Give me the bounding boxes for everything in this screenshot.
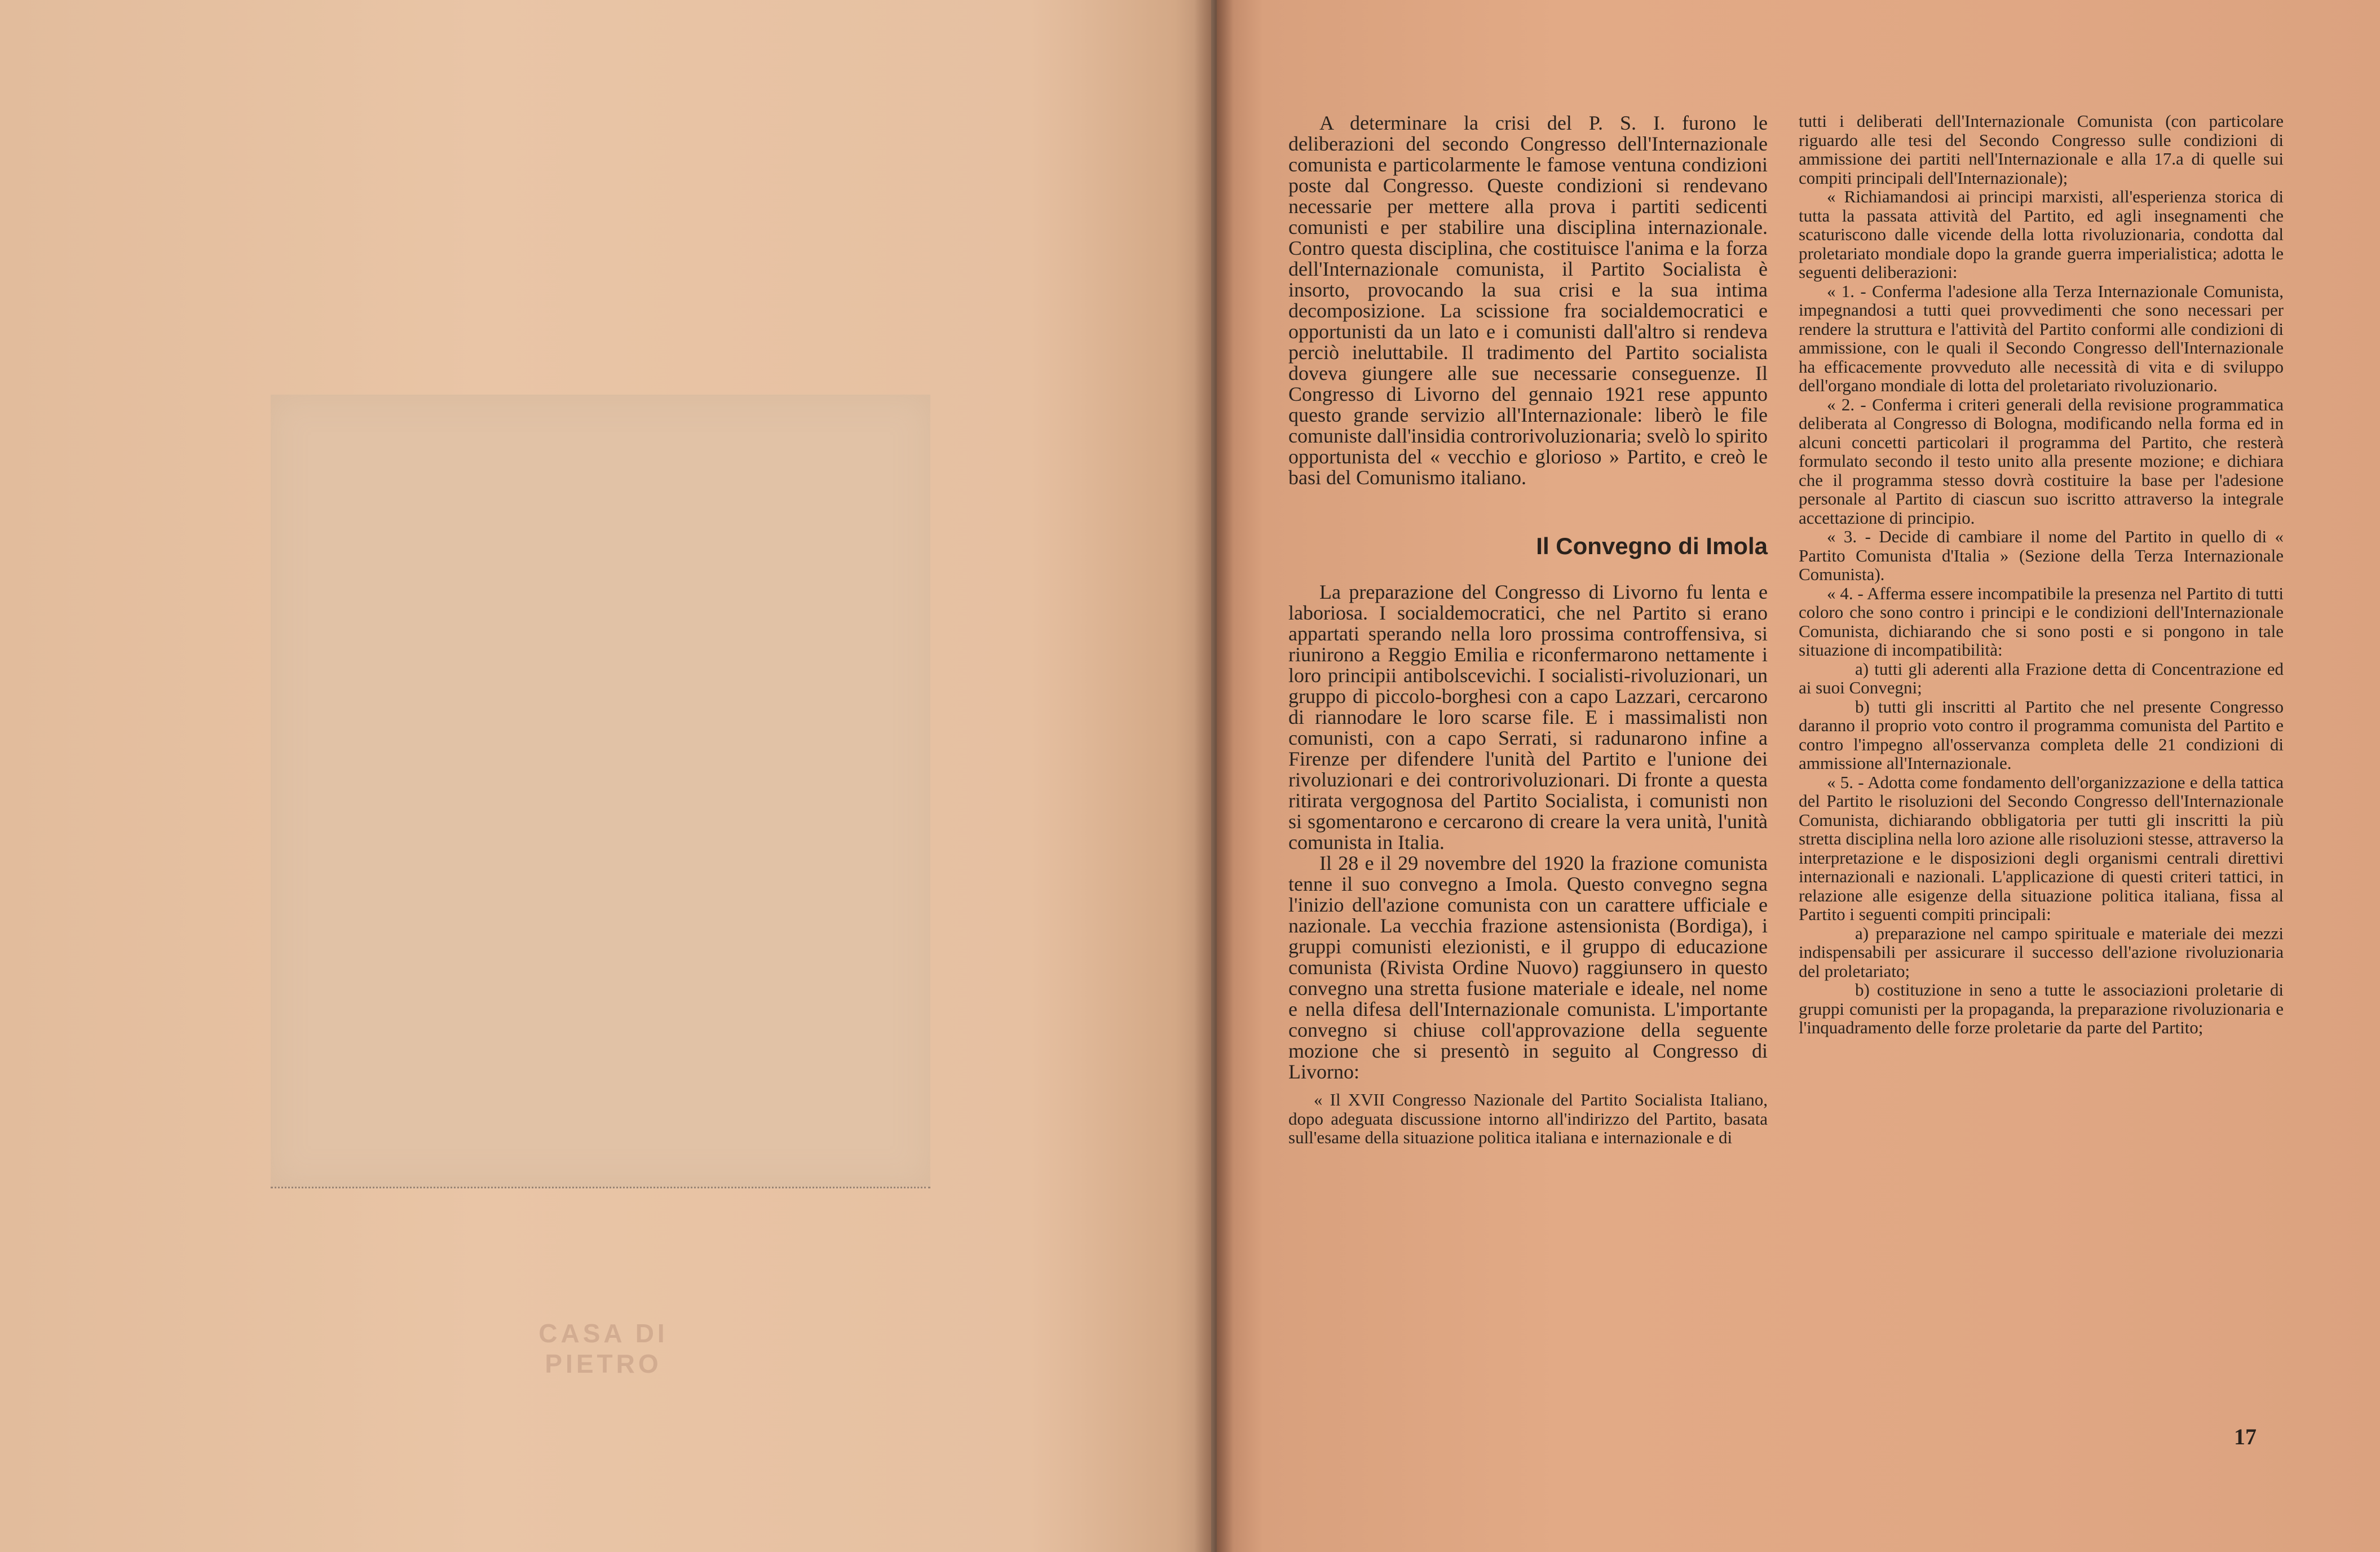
motion-point: « 1. - Conferma l'adesione alla Terza Internazionale Comunista, impegnandosi a tutti quei provvedimenti che sono necessari per rendere la struttura e l'attività del Partito conformi alle condizioni di ammissione, con le quali il Secondo Congresso dell'Internazionale ha efficacemente provveduto alle necessità di vita e di sviluppo dell'organo mondiale di lotta del proletariato rivoluzionario.: [1799, 281, 2284, 395]
text-column-right: [1799, 112, 2284, 1037]
motion-point: « 4. - Afferma essere incompatibile la presenza nel Partito di tutti coloro che sono contro i principi e le condizioni dell'Internazionale Comunista, dichiarando che si sono posti e si pongono in tale situazione di incompatibilità:: [1799, 583, 2284, 660]
motion-subpoint: b) tutti gli inscritti al Partito che nel presente Congresso daranno il proprio voto contro il programma comunista del Partito e contro l'impegno all'osservanza completa delle 21 condizioni di ammissione all'Internazionale.: [1799, 696, 2284, 773]
intro-paragraph: A determinare la crisi del P. S. I. furono le deliberazioni del secondo Congresso dell'Internazionale comunista e particolarmente le famose ventuna condizioni poste dal Congresso. Queste condizioni si rendevano necessarie per mettere alla prova i partiti sedicenti comunisti e per stabilire una disciplina internazionale. Contro questa disciplina, che costituisce l'anima e la forza dell'Internazionale comunista, il Partito Socialista è insorto, provocando la sua crisi e la sua intima decomposizione. La scissione fra socialdemocratici e opportunisti da un lato e i comunisti dall'altro si rendeva perciò ineluttabile. Il tradimento del Partito socialista doveva giungere alle sue necessarie conseguenze. Il Congresso di Livorno del gennaio 1921 rese appunto questo grande servizio all'Internazionale: liberò le file comuniste dall'insidia controrivoluzionaria; svelò lo spirito opportunista del « vecchio e glorioso » Partito, e creò le basi del Comunismo italiano.: [1288, 112, 1768, 489]
faded-photo-plate: [271, 395, 930, 1188]
motion-paragraph: « Richiamandosi ai principi marxisti, all'esperienza storica di tutta la passata attività del Partito, ed agli insegnamenti che scaturiscono dalle vicende della lotta rivoluzionaria, condotta dal proletariato mondiale dopo la grande guerra imperialistica; adotta le seguenti deliberazioni:: [1799, 187, 2284, 282]
motion-paragraph: « Il XVII Congresso Nazionale del Partito Socialista Italiano, dopo adeguata discussione intorno all'indirizzo del Partito, basata sull'esame della situazione politica italiana e internazionale e di: [1288, 1090, 1768, 1147]
section-heading: Il Convegno di Imola: [1536, 533, 1768, 559]
page-number: 17: [2234, 1424, 2257, 1449]
ghost-caption: CASA DI PIETRO: [538, 1319, 668, 1378]
motion-point: « 2. - Conferma i criteri generali della revisione programmatica deliberata al Congresso di Bologna, modificando nella forma ed in alcuni concetti particolari il programma del Partito, che resterà formulato secondo il testo unito alla presente mozione; e dichiara che il programma stesso dovrà costituire la base per l'adesione personale al Partito di ciascun suo iscritto attraverso la integrale accettazione di principio.: [1799, 394, 2284, 528]
book-gutter: [1194, 0, 1234, 1552]
motion-subpoint: a) preparazione nel campo spirituale e materiale dei mezzi indispensabili per assicurare il successo dell'azione rivoluzionaria del proletariato;: [1799, 923, 2284, 981]
motion-subpoint: b) costituzione in seno a tutte le associazioni proletarie di gruppi comunisti per la propaganda, la preparazione rivoluzionaria e l'inquadramento delle forze proletarie da parte del Partito;: [1799, 980, 2284, 1037]
motion-paragraph: tutti i deliberati dell'Internazionale Comunista (con particolare riguardo alle tesi del Secondo Congresso sulle condizioni di ammissione dei partiti nell'Internazionale e alla 17.a di quelle sui compiti principali dell'Internazionale);: [1799, 111, 2284, 188]
motion-point: « 5. - Adotta come fondamento dell'organizzazione e della tattica del Partito le risoluzioni del Secondo Congresso dell'Internazionale Comunista, dichiarando obbligatoria per tutti gli inscritti la più stretta disciplina nella loro azione alle risoluzioni stesse, attraverso la interpretazione e le disposizioni degli organismi centrali direttivi internazionali e nazionali. L'applicazione di questi criteri tattici, in relazione alle esigenze della situazione politica italiana, fissa al Partito i seguenti compiti principali:: [1799, 772, 2284, 924]
motion-point: « 3. - Decide di cambiare il nome del Partito in quello di « Partito Comunista d'Italia » (Sezione della Terza Internazionale Comunista).: [1799, 527, 2284, 584]
body-paragraph: Il 28 e il 29 novembre del 1920 la frazione comunista tenne il suo convegno a Imola. Questo convegno segna l'inizio dell'azione comunista con un carattere ufficiale e nazionale. La vecchia frazione astensionista (Bordiga), i gruppi comunisti elezionisti, e il gruppo di educazione comunista (Rivista Ordine Nuovo) raggiunsero in questo convegno una stretta fusione materiale e ideale, nel nome e nella difesa dell'Internazionale comunista. L'importante convegno si chiuse coll'approvazione della seguente mozione che si presentò in seguito al Congresso di Livorno:: [1288, 852, 1768, 1083]
text-column-left: [1288, 113, 1768, 1147]
motion-subpoint: a) tutti gli aderenti alla Frazione detta di Concentrazione ed ai suoi Convegni;: [1799, 658, 2284, 697]
body-paragraph: La preparazione del Congresso di Livorno fu lenta e laboriosa. I socialdemocratici, che nel Partito si erano appartati sperando nella loro prossima controffensiva, si riunirono a Reggio Emilia e riconfermarono nettamente i loro principii antibolscevichi. I socialisti-rivoluzionari, un gruppo di piccolo-borghesi con a capo Lazzari, cercarono di riannodare le loro scarse file. E i massimalisti non comunisti, con a capo Serrati, si radunarono infine a Firenze per difendere l'unità del Partito e l'unione dei rivoluzionari e dei controrivoluzionari. Di fronte a questa ritirata vergognosa del Partito Socialista, i comunisti non si sgomentarono e cercarono di creare la vera unità, l'unità comunista in Italia.: [1288, 581, 1768, 854]
